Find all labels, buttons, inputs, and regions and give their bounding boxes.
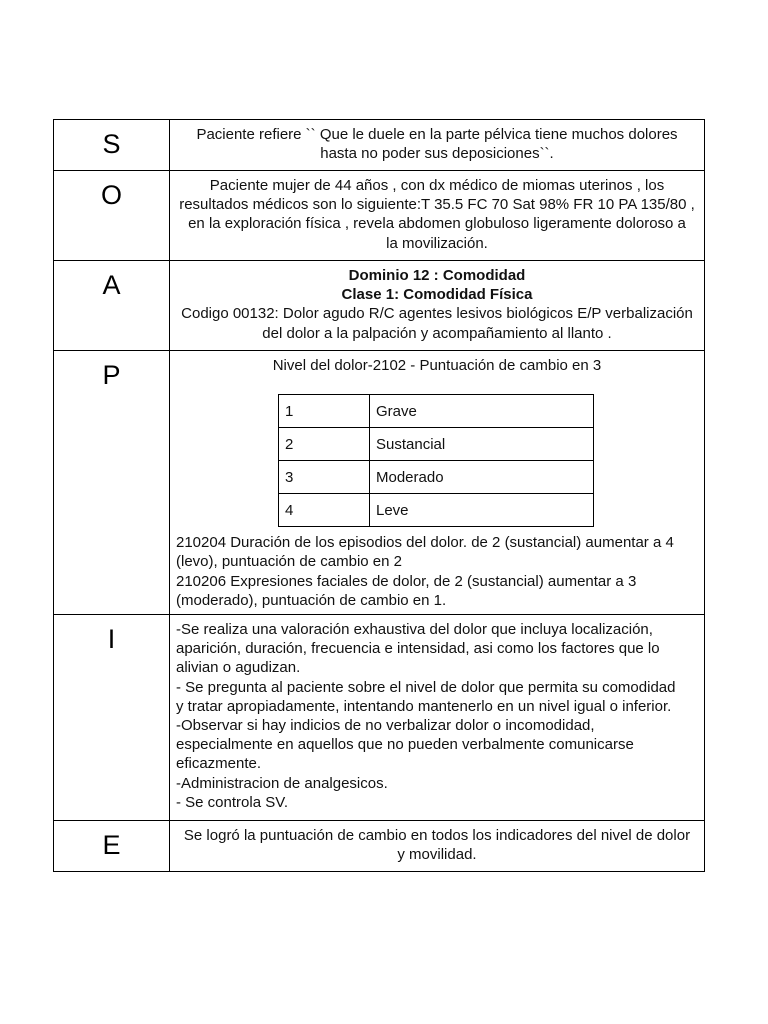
subjective-text xyxy=(170,120,704,167)
table-row xyxy=(279,494,594,527)
pain-levels-table xyxy=(278,394,594,527)
soap-row-o xyxy=(54,171,705,261)
text-line: del dolor a la palpación y acompañamiento al llanto . xyxy=(262,324,612,342)
soap-row-s xyxy=(54,120,705,171)
letter-p: P xyxy=(102,360,121,390)
evaluation-text xyxy=(170,821,704,868)
soap-row-a xyxy=(54,261,705,351)
table-row xyxy=(279,428,594,461)
objective-text xyxy=(170,171,704,257)
content-cell-a xyxy=(170,261,705,351)
level-number: 3 xyxy=(279,461,370,494)
letter-cell-o xyxy=(54,171,170,261)
content-cell-p xyxy=(170,351,705,615)
intervention-text xyxy=(170,615,704,816)
letter-i: I xyxy=(107,624,116,655)
text-line: - Se pregunta al paciente sobre el nivel de dolor que permita su comodidad xyxy=(176,678,676,696)
soap-row-p xyxy=(54,351,705,615)
level-number: 4 xyxy=(279,494,370,527)
text-line: y movilidad. xyxy=(397,846,477,864)
table-row xyxy=(279,461,594,494)
text-line: aparición, duración, frecuencia e intensidad, asi como los factores que lo xyxy=(176,640,660,658)
letter-cell-s xyxy=(54,120,170,171)
level-label: Leve xyxy=(370,494,594,527)
plan-intro: Nivel del dolor-2102 - Puntuación de cambio en 3 xyxy=(272,357,602,374)
text-line: (levo), puntuación de cambio en 2 xyxy=(176,553,402,571)
letter-a: A xyxy=(102,270,121,300)
level-number: 1 xyxy=(279,395,370,428)
text-line: Se logró la puntuación de cambio en todos los indicadores del nivel de dolor xyxy=(183,827,691,845)
soap-row-e xyxy=(54,821,705,872)
class-heading: Clase 1: Comodidad Física xyxy=(341,286,533,304)
letter-cell-e xyxy=(54,821,170,872)
text-line: Paciente refiere `` Que le duele en la parte pélvica tiene muchos dolores xyxy=(196,126,678,143)
letter-cell-a xyxy=(54,261,170,351)
text-line: en la exploración física , revela abdomen globuloso ligeramente doloroso a xyxy=(188,215,686,233)
content-cell-e xyxy=(170,821,705,872)
text-line: resultados médicos son lo siguiente:T 35.5 FC 70 Sat 98% FR 10 PA 135/80 , xyxy=(179,196,695,214)
text-line: hasta no poder sus deposiciones``. xyxy=(320,145,554,163)
text-line: eficazmente. xyxy=(176,755,262,773)
level-label: Moderado xyxy=(370,461,594,494)
text-line: alivian o agudizan. xyxy=(176,659,301,677)
level-label: Sustancial xyxy=(370,428,594,461)
table-row xyxy=(279,395,594,428)
plan-text xyxy=(170,351,704,614)
domain-heading: Dominio 12 : Comodidad xyxy=(348,267,526,284)
letter-s: S xyxy=(102,129,121,159)
letter-e: E xyxy=(102,830,121,861)
text-line: especialmente en aquellos que no pueden verbalmente comunicarse xyxy=(176,736,634,754)
text-line: y tratar apropiadamente, intentando mantenerlo en un nivel igual o inferior. xyxy=(176,697,672,715)
content-cell-i xyxy=(170,615,705,821)
text-line: -Administracion de analgesicos. xyxy=(176,774,388,792)
level-label: Grave xyxy=(370,395,594,428)
text-line: Codigo 00132: Dolor agudo R/C agentes lesivos biológicos E/P verbalización xyxy=(181,305,693,323)
soap-table xyxy=(53,119,705,872)
content-cell-o xyxy=(170,171,705,261)
text-line: la movilización. xyxy=(386,234,488,252)
letter-o: O xyxy=(100,180,122,210)
text-line: Paciente mujer de 44 años , con dx médico de miomas uterinos , los xyxy=(209,177,665,194)
content-cell-s xyxy=(170,120,705,171)
text-line: - Se controla SV. xyxy=(176,793,289,811)
text-line: -Se realiza una valoración exhaustiva del dolor que incluya localización, xyxy=(176,621,653,639)
text-line: 210206 Expresiones faciales de dolor, de 2 (sustancial) aumentar a 3 xyxy=(176,572,637,590)
text-line: (moderado), puntuación de cambio en 1. xyxy=(176,591,447,609)
letter-cell-i xyxy=(54,615,170,821)
text-line: 210204 Duración de los episodios del dolor. de 2 (sustancial) aumentar a 4 xyxy=(176,534,674,552)
letter-cell-p xyxy=(54,351,170,615)
soap-row-i xyxy=(54,615,705,821)
text-line: -Observar si hay indicios de no verbalizar dolor o incomodidad, xyxy=(176,717,595,735)
level-number: 2 xyxy=(279,428,370,461)
assessment-text xyxy=(170,261,704,347)
